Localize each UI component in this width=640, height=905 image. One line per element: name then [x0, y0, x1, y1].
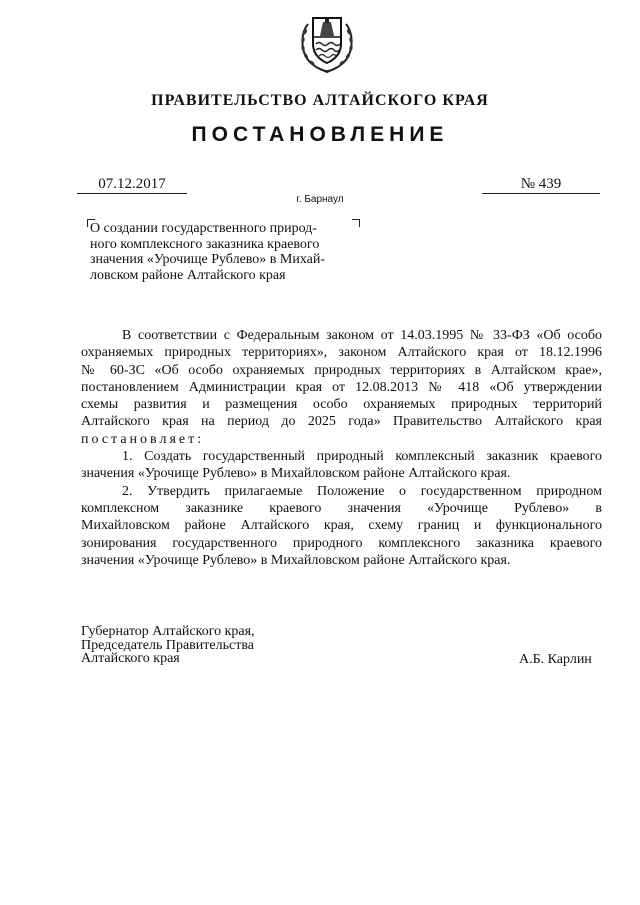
signatory-position	[81, 625, 255, 666]
body-line: значения «Урочище Рублево» в Михайловском районе Алтайского края.	[81, 466, 511, 482]
signatory-position-line: Алтайского края	[81, 651, 180, 667]
body-line: зонирования государственного природного комплексного заказника краевого	[81, 535, 602, 551]
subject-line: ного комплексного заказника краевого	[90, 236, 320, 252]
coat-of-arms-icon	[296, 10, 358, 76]
signatory-position-line: Губернатор Алтайского края,	[81, 624, 255, 639]
subject-line: О создании государственного природ-	[90, 221, 317, 236]
body-line: Михайловском районе Алтайского края, схему границ и функционального	[81, 518, 602, 534]
document-number: № 439	[482, 176, 600, 194]
subject-line: значения «Урочище Рублево» в Михай-	[90, 252, 326, 267]
body-line: значения «Урочище Рублево» в Михайловском районе Алтайского края.	[81, 552, 511, 568]
body-line: № 60-ЗС «Об особо охраняемых природных территориях в Алтайском крае»,	[81, 362, 602, 378]
document-body	[81, 327, 602, 569]
document-type-title: ПОСТАНОВЛЕНИЕ	[191, 123, 449, 146]
body-line: схемы развития и размещения особо охраняемых природных территорий	[81, 397, 602, 413]
organization-title: ПРАВИТЕЛЬСТВО АЛТАЙСКОГО КРАЯ	[151, 92, 489, 109]
body-line-item-1: 1. Создать государственный природный комплексный заказник краевого	[122, 449, 602, 465]
body-line-item-2: 2. Утвердить прилагаемые Положение о государственном природном	[122, 483, 602, 499]
document-subject	[90, 221, 365, 283]
subject-line: ловском районе Алтайского края	[90, 267, 286, 283]
body-line-resolves: постановляет:	[81, 431, 205, 447]
signatory-position-line: Председатель Правительства	[81, 637, 254, 653]
body-line: В соответствии с Федеральным законом от 14.03.1995 № 33-ФЗ «Об особо	[122, 328, 602, 343]
body-line: постановлением Администрации края от 12.08.2013 № 418 «Об утверждении	[81, 379, 602, 395]
body-line: комплексном заказнике краевого значения «Урочище Рублево» в	[81, 500, 602, 516]
document-city: г. Барнаул	[296, 194, 344, 205]
signatory-name: А.Б. Карлин	[519, 652, 592, 667]
body-line: охраняемых природных территориях», законом Алтайского края от 18.12.1996	[81, 345, 602, 361]
body-line: Алтайского края на период до 2025 года» Правительство Алтайского края	[81, 414, 602, 430]
document-date: 07.12.2017	[77, 176, 187, 194]
